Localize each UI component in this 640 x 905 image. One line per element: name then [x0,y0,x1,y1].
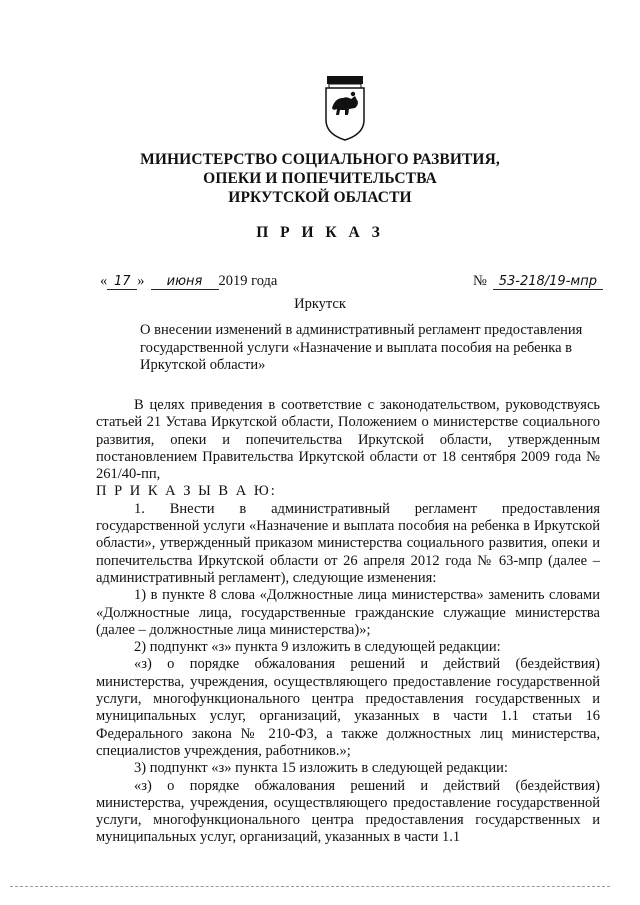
number-value: 53-218/19-мпр [493,275,603,290]
bottom-divider [10,886,610,889]
document-type-title: П Р И К А З [256,224,384,241]
date-day: 17 [107,275,137,290]
paragraph-subitem-2: 2) подпункт «з» пункта 9 изложить в следующей редакции: [134,639,501,656]
document-date [100,273,277,290]
number-label: № [473,273,487,289]
paragraph-item-1: 1. Внести в административный регламент предоставления государственной услуги «Назначение и выплата пособия на ребенка в Иркутской области», утвержденный приказом министерства социального развития, опеки и попечительства Иркутской области от 26 апреля 2012 года № 63-мпр (далее – административный регламент), следующие изменения: [96,500,600,586]
document-body [96,397,600,847]
quote-open: « [100,273,108,289]
quote-close: » [137,273,145,289]
paragraph-subitem-2-text: «з) о порядке обжалования решений и действий (бездействия) министерства, учреждения, осуществляющего предоставление государственной услуги, многофункционального центра предоставления государственных и муниципальных услуг, организаций, указанных в части 1.1 статьи 16 Федерального закона № 210-ФЗ, а также должностных лиц министерства, специалистов учреждения, работников.»; [96,656,600,759]
document-number [473,273,603,290]
document-subject: О внесении изменений в административный регламент предоставления государственной услуги «Назначение и выплата пособия на ребенка в Иркутской области» [140,322,583,373]
ministry-name-line2: ОПЕКИ И ПОПЕЧИТЕЛЬСТВА [203,170,437,187]
ministry-name-line3: ИРКУТСКОЙ ОБЛАСТИ [228,189,412,206]
paragraph-subitem-1: 1) в пункте 8 слова «Должностные лица министерства» заменить словами «Должностные лица, государственные гражданские служащие министерства (далее – должностные лица министерства)»; [96,587,600,638]
ministry-name-line1: МИНИСТЕРСТВО СОЦИАЛЬНОГО РАЗВИТИЯ, [140,151,500,168]
paragraph-subitem-3: 3) подпункт «з» пункта 15 изложить в следующей редакции: [134,760,508,777]
order-word: П Р И К А З Ы В А Ю: [96,483,277,500]
paragraph-subitem-3-text: «з) о порядке обжалования решений и действий (бездействия) министерства, учреждения, осуществляющего предоставление государственной услуги, многофункционального центра предоставления государственных и муниципальных услуг, организаций, указанных в части 1.1 [96,777,600,846]
date-year: 2019 года [218,273,278,289]
preamble-paragraph: В целях приведения в соответствие с законодательством, руководствуясь статьей 21 Устава Иркутской области, Положением о министерстве социального развития, опеки и попечительства Иркутской области, утвержденным постановлением Правительства Иркутской области от 18 сентября 2009 года № 261/40-пп, [96,397,600,483]
document-city: Иркутск [294,296,346,312]
coat-of-arms-icon [323,74,367,142]
date-month: июня [151,275,219,290]
